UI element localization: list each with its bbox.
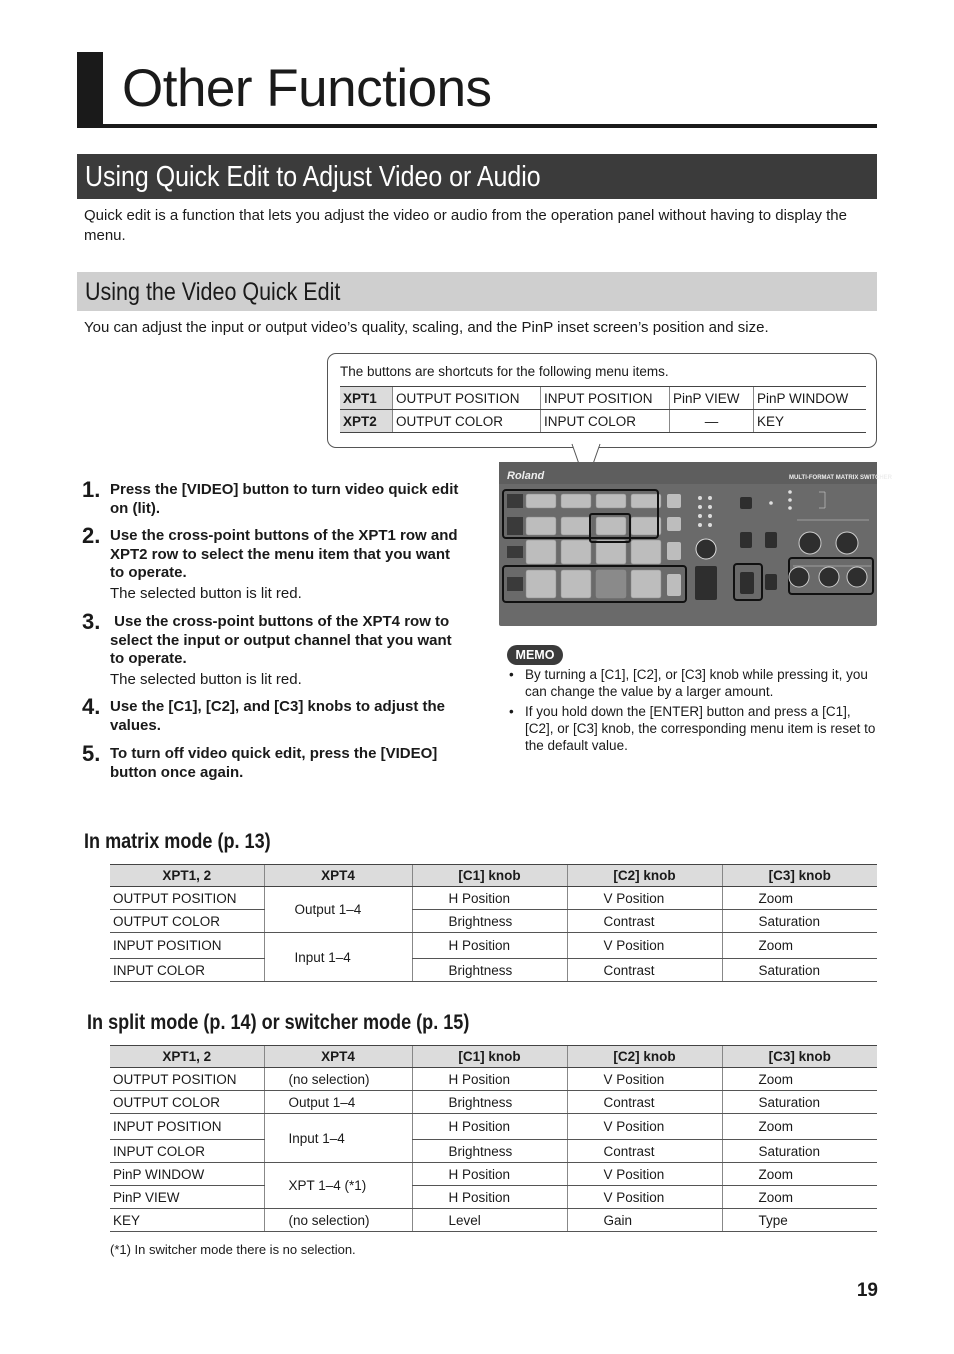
device-brand-logo: Roland	[507, 470, 545, 482]
step-number: 1.	[82, 477, 101, 502]
table-cell: Brightness	[412, 959, 567, 982]
title-rule	[77, 124, 877, 128]
table-cell: H Position	[412, 1163, 567, 1186]
table-cell: Brightness	[412, 910, 567, 933]
table-cell: Brightness	[412, 1140, 567, 1163]
table-row	[110, 1068, 877, 1091]
column-header: [C3] knob	[722, 1046, 877, 1068]
table-cell: H Position	[412, 933, 567, 959]
table-cell: PinP WINDOW	[754, 387, 867, 410]
column-header: XPT1, 2	[110, 1046, 264, 1068]
device-panel-graphic	[499, 462, 877, 626]
table-cell: PinP VIEW	[110, 1186, 264, 1209]
table-header-row	[110, 865, 877, 887]
table-cell: Gain	[567, 1209, 722, 1232]
matrix-mode-heading: In matrix mode (p. 13)	[84, 830, 271, 853]
step-text: Press the [VIDEO] button to turn video quick edit on (lit).	[110, 481, 459, 517]
table-cell: Contrast	[567, 1140, 722, 1163]
table-cell: INPUT COLOR	[110, 1140, 264, 1163]
column-header: XPT4	[264, 1046, 412, 1068]
step-text: Use the [C1], [C2], and [C3] knobs to adjust the values.	[110, 698, 446, 734]
shortcut-row-xpt1	[340, 387, 866, 410]
column-header: [C1] knob	[412, 1046, 567, 1068]
table-row	[110, 910, 877, 933]
table-cell: KEY	[754, 410, 867, 433]
column-header: [C3] knob	[722, 865, 877, 887]
table-cell: V Position	[567, 1186, 722, 1209]
title-bar-marker	[77, 52, 103, 126]
column-header: [C2] knob	[567, 865, 722, 887]
subsection-header	[77, 272, 877, 311]
bullet-dot: •	[509, 667, 514, 682]
table-cell: INPUT POSITION	[541, 387, 670, 410]
table-cell: INPUT COLOR	[541, 410, 670, 433]
table-row	[110, 1114, 877, 1140]
memo-text: If you hold down the [ENTER] button and press a [C1], [C2], or [C3] knob, the corresponding menu item is reset to the default value.	[525, 704, 876, 753]
table-cell: Output 1–4	[264, 1091, 412, 1114]
table-cell: V Position	[567, 1068, 722, 1091]
table-row	[110, 1163, 877, 1186]
table-cell: INPUT POSITION	[110, 1114, 264, 1140]
bullet-dot: •	[509, 704, 514, 719]
table-cell: Input 1–4	[264, 1114, 412, 1163]
table-cell: OUTPUT COLOR	[110, 910, 264, 933]
table-cell: Brightness	[412, 1091, 567, 1114]
callout-caption: The buttons are shortcuts for the following menu items.	[340, 364, 669, 379]
table-cell: Contrast	[567, 959, 722, 982]
step-1	[82, 477, 462, 521]
step-4	[82, 694, 462, 738]
table-cell: H Position	[412, 887, 567, 910]
table-row	[110, 1209, 877, 1232]
row-label: XPT1	[340, 387, 393, 410]
step-number: 2.	[82, 523, 101, 548]
shortcut-table	[340, 386, 866, 433]
table-cell: OUTPUT POSITION	[110, 1068, 264, 1091]
table-cell: (no selection)	[264, 1068, 412, 1091]
table-cell: Contrast	[567, 1091, 722, 1114]
table-cell: Zoom	[722, 1163, 877, 1186]
table-cell: (no selection)	[264, 1209, 412, 1232]
table-row	[110, 1091, 877, 1114]
step-3	[82, 609, 462, 693]
table-cell: Type	[722, 1209, 877, 1232]
device-panel-illustration	[499, 462, 892, 626]
step-number: 3.	[82, 609, 101, 634]
step-5	[82, 741, 462, 785]
table-header-row	[110, 1046, 877, 1068]
memo-text: By turning a [C1], [C2], or [C3] knob while pressing it, you can change the value by a larger amount.	[525, 667, 868, 699]
step-2	[82, 523, 462, 607]
step-note: The selected button is lit red.	[110, 671, 302, 688]
table-cell: Saturation	[722, 1140, 877, 1163]
table-cell: INPUT COLOR	[110, 959, 264, 982]
memo-item	[509, 703, 877, 757]
column-header: [C2] knob	[567, 1046, 722, 1068]
table-cell: PinP WINDOW	[110, 1163, 264, 1186]
table-cell: Level	[412, 1209, 567, 1232]
table-cell: Zoom	[722, 933, 877, 959]
table-cell: Input 1–4	[264, 933, 412, 982]
table-cell: KEY	[110, 1209, 264, 1232]
table-cell: Zoom	[722, 887, 877, 910]
table-cell: OUTPUT POSITION	[393, 387, 541, 410]
table-cell: Zoom	[722, 1186, 877, 1209]
page-title: Other Functions	[122, 59, 492, 118]
step-number: 5.	[82, 741, 101, 766]
shortcut-row-xpt2	[340, 410, 866, 433]
row-label: XPT2	[340, 410, 393, 433]
table-cell: Saturation	[722, 959, 877, 982]
table-row	[110, 1140, 877, 1163]
table-cell: V Position	[567, 887, 722, 910]
table-cell: Saturation	[722, 1091, 877, 1114]
table-row	[110, 959, 877, 982]
step-text: Use the cross-point buttons of the XPT1 row and XPT2 row to select the menu item that you want to operate.	[110, 527, 458, 581]
memo-item	[509, 666, 877, 702]
split-mode-heading: In split mode (p. 14) or switcher mode (p. 15)	[87, 1011, 470, 1034]
table-cell: XPT 1–4 (*1)	[264, 1163, 412, 1209]
section-title: Using Quick Edit to Adjust Video or Audio	[85, 161, 541, 193]
table-row	[110, 887, 877, 910]
table-cell: V Position	[567, 1114, 722, 1140]
memo-badge: MEMO	[507, 645, 563, 665]
table-cell: Contrast	[567, 910, 722, 933]
table-cell: PinP VIEW	[670, 387, 754, 410]
page-number: 19	[856, 1280, 878, 1301]
step-text: To turn off video quick edit, press the [VIDEO] button once again.	[110, 745, 438, 781]
table-cell: V Position	[567, 933, 722, 959]
column-header: XPT1, 2	[110, 865, 264, 887]
table-row	[110, 933, 877, 959]
table-cell: Zoom	[722, 1068, 877, 1091]
table-cell: INPUT POSITION	[110, 933, 264, 959]
column-header: XPT4	[264, 865, 412, 887]
device-model-label: MULTI-FORMAT MATRIX SWITCHER	[789, 475, 892, 481]
step-text: Use the cross-point buttons of the XPT4 row to select the input or output channel that you want to operate.	[110, 613, 456, 667]
table-cell: H Position	[412, 1186, 567, 1209]
table-cell: —	[670, 410, 754, 433]
table-cell: OUTPUT COLOR	[110, 1091, 264, 1114]
table-cell: OUTPUT COLOR	[393, 410, 541, 433]
step-number: 4.	[82, 694, 101, 719]
table-cell: H Position	[412, 1068, 567, 1091]
table-cell: OUTPUT POSITION	[110, 887, 264, 910]
table-row	[110, 1186, 877, 1209]
table-cell: Saturation	[722, 910, 877, 933]
subsection-intro: You can adjust the input or output video’s quality, scaling, and the PinP inset screen’s position and size.	[84, 319, 769, 336]
intro-text: Quick edit is a function that lets you adjust the video or audio from the operation panel without having to display the menu.	[84, 207, 847, 244]
subsection-title: Using the Video Quick Edit	[85, 278, 341, 306]
step-note: The selected button is lit red.	[110, 585, 302, 602]
section-header	[77, 154, 877, 199]
split-mode-table	[110, 1045, 877, 1232]
table-cell: Zoom	[722, 1114, 877, 1140]
column-header: [C1] knob	[412, 865, 567, 887]
table-cell: Output 1–4	[264, 887, 412, 933]
matrix-mode-table	[110, 864, 877, 982]
footnote: (*1) In switcher mode there is no selection.	[110, 1242, 356, 1257]
table-cell: V Position	[567, 1163, 722, 1186]
table-cell: H Position	[412, 1114, 567, 1140]
